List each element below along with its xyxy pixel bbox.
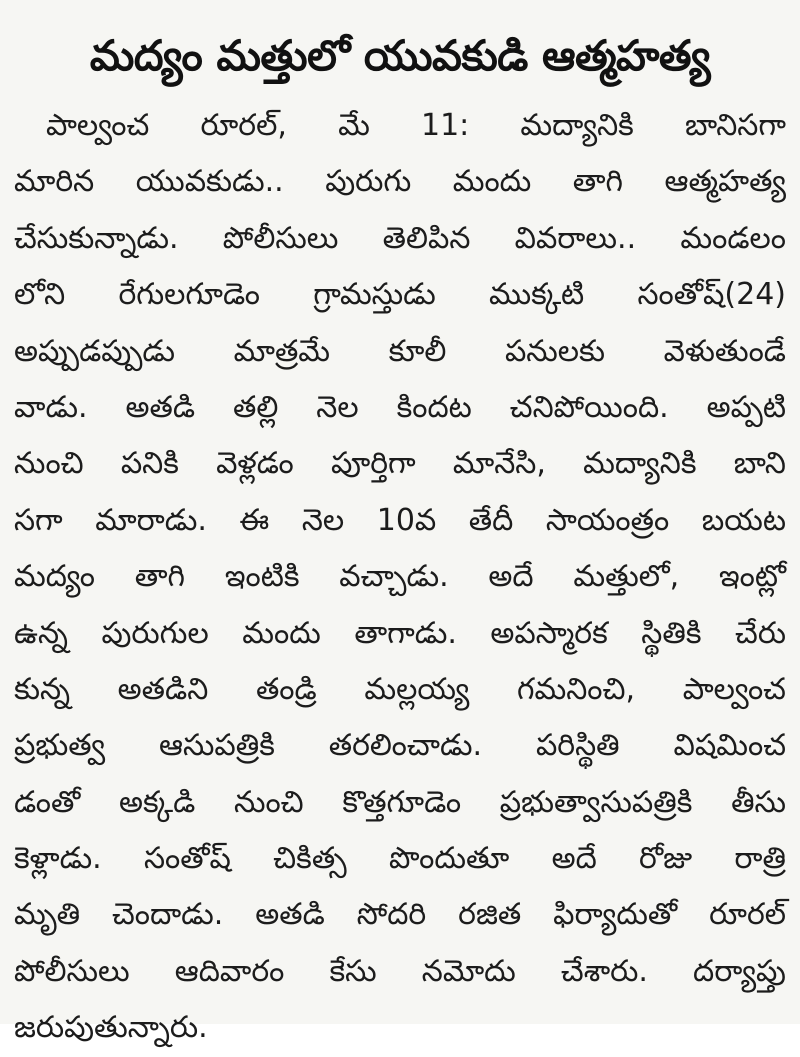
article-line-text: ప్రభుత్వ ఆసుపత్రికి తరలించాడు. పరిస్థితి విషమించ — [14, 728, 786, 764]
article-line — [14, 831, 786, 887]
article-line-text: మద్యం తాగి ఇంటికి వచ్చాడు. అదే మత్తులో, ఇంట్లో — [14, 559, 786, 595]
headline: మద్యం మత్తులో యువకుడి ఆత్మహత్య — [89, 31, 711, 80]
article-body — [14, 98, 786, 1046]
article-line-text: సగా మారాడు. ఈ నెల 10వ తేదీ సాయంత్రం బయట — [14, 502, 786, 538]
article-line — [14, 211, 786, 267]
article-line — [14, 606, 786, 662]
article-line-text: పోలీసులు ఆదివారం కేసు నమోదు చేశారు. దర్యాప్తు — [14, 953, 786, 989]
article-line — [14, 380, 786, 436]
article-line-text: పాల్వంచ రూరల్, మే 11: మద్యానికి బానిసగా — [46, 108, 786, 143]
article-line — [14, 1000, 786, 1056]
article-line-text: కెళ్లాడు. సంతోష్ చికిత్స పొందుతూ అదే రోజు రాత్రి — [14, 841, 786, 877]
article-line-text: వాడు. అతడి తల్లి నెల కిందట చనిపోయింది. అప్పటి — [14, 389, 786, 425]
article-line — [14, 775, 786, 831]
article-line — [14, 887, 786, 943]
article-line-text: నుంచి పనికి వెళ్లడం పూర్తిగా మానేసి, మద్యానికి బాని — [14, 446, 786, 482]
article-line — [14, 718, 786, 774]
article-line-text: జరుపుతున్నారు. — [14, 1010, 208, 1046]
article-line — [14, 493, 786, 549]
article-line-text: కున్న అతడిని తండ్రి మల్లయ్య గమనించి, పాల్వంచ — [14, 671, 786, 707]
article-line — [14, 549, 786, 605]
article-line-text: లోని రేగులగూడెం గ్రామస్తుడు ముక్కటి సంతోష్(24) — [14, 277, 786, 313]
article-line-text: మృతి చెందాడు. అతడి సోదరి రజిత ఫిర్యాదుతో రూరల్ — [14, 897, 786, 933]
article-line — [14, 324, 786, 380]
article-line-text: డంతో అక్కడి నుంచి కొత్తగూడెం ప్రభుత్వాసుపత్రికి తీసు — [14, 784, 786, 820]
article-line-text: అప్పుడప్పుడు మాత్రమే కూలీ పనులకు వెళుతుండే — [14, 333, 786, 369]
article-line-text: చేసుకున్నాడు. పోలీసులు తెలిపిన వివరాలు.. మండలం — [14, 220, 786, 256]
article-line — [14, 436, 786, 492]
article-line — [14, 98, 786, 154]
article-line-text: ఉన్న పురుగుల మందు తాగాడు. అపస్మారక స్థితికి చేరు — [14, 615, 786, 651]
article-line — [14, 154, 786, 210]
article-line — [14, 944, 786, 1000]
article-line — [14, 267, 786, 323]
article-line-text: మారిన యువకుడు.. పురుగు మందు తాగి ఆత్మహత్య — [14, 164, 786, 200]
article-line — [14, 662, 786, 718]
